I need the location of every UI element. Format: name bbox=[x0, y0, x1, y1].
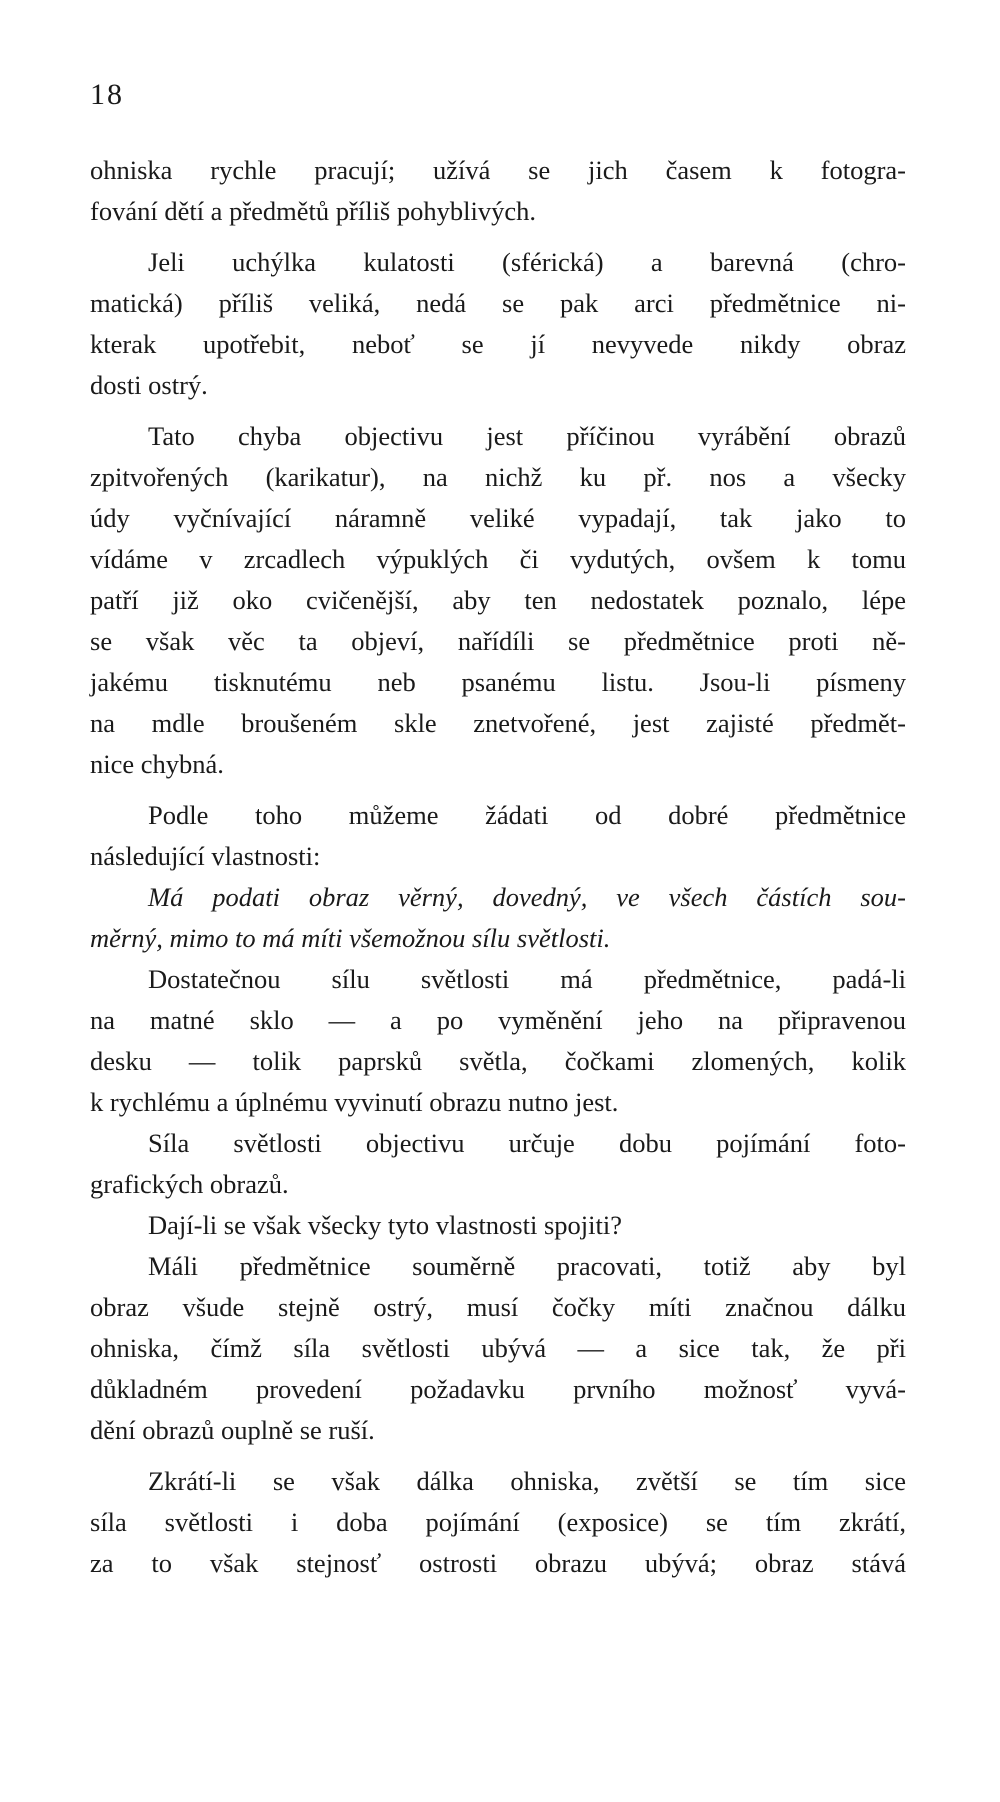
text-line: Tato chyba objectivu jest příčinou vyrábění obrazů bbox=[148, 421, 906, 451]
text-line: dosti ostrý. bbox=[90, 370, 208, 400]
text-line: následující vlastnosti: bbox=[90, 841, 321, 871]
text-line-italic: měrný, mimo to má míti všemožnou sílu světlosti. bbox=[90, 923, 611, 953]
text-line: Síla světlosti objectivu určuje dobu pojímání foto- bbox=[148, 1128, 906, 1158]
text-line: fování dětí a předmětů příliš pohyblivých. bbox=[90, 196, 536, 226]
text-line: Máli předmětnice souměrně pracovati, totiž aby byl bbox=[148, 1251, 906, 1281]
text-line: na mdle broušeném skle znetvořené, jest zajisté předmět- bbox=[90, 708, 906, 738]
body-text bbox=[90, 150, 906, 1584]
text-line: vídáme v zrcadlech výpuklých či vydutých, ovšem k tomu bbox=[90, 544, 906, 574]
text-line: síla světlosti i doba pojímání (exposice) se tím zkrátí, bbox=[90, 1507, 906, 1537]
text-line: obraz všude stejně ostrý, musí čočky míti značnou dálku bbox=[90, 1292, 906, 1322]
text-line: matická) příliš veliká, nedá se pak arci předmětnice ni- bbox=[90, 288, 906, 318]
text-line: důkladném provedení požadavku prvního možnosť vyvá- bbox=[90, 1374, 906, 1404]
text-line: k rychlému a úplnému vyvinutí obrazu nutno jest. bbox=[90, 1087, 619, 1117]
text-line: údy vyčnívající náramně veliké vypadají, tak jako to bbox=[90, 503, 906, 533]
text-line: grafických obrazů. bbox=[90, 1169, 289, 1199]
text-line: Podle toho můžeme žádati od dobré předmětnice bbox=[148, 800, 906, 830]
text-line: nice chybná. bbox=[90, 749, 224, 779]
text-line: zpitvořených (karikatur), na nichž ku př. nos a všecky bbox=[90, 462, 906, 492]
text-line: ohniska, čímž síla světlosti ubývá — a sice tak, že při bbox=[90, 1333, 906, 1363]
text-line: jakému tisknutému neb psanému listu. Jsou-li písmeny bbox=[90, 667, 906, 697]
text-line: Dají-li se však všecky tyto vlastnosti spojiti? bbox=[148, 1210, 622, 1240]
text-line: Dostatečnou sílu světlosti má předmětnice, padá-li bbox=[148, 964, 906, 994]
text-line: kterak upotřebit, neboť se jí nevyvede nikdy obraz bbox=[90, 329, 906, 359]
text-line: Zkrátí-li se však dálka ohniska, zvětší se tím sice bbox=[148, 1466, 906, 1496]
page-number: 18 bbox=[90, 78, 124, 111]
text-line: desku — tolik paprsků světla, čočkami zlomených, kolik bbox=[90, 1046, 906, 1076]
text-line: Jeli uchýlka kulatosti (sférická) a barevná (chro- bbox=[148, 247, 906, 277]
text-line: ohniska rychle pracují; užívá se jich časem k fotogra- bbox=[90, 155, 906, 185]
text-line-italic: Má podati obraz věrný, dovedný, ve všech částích sou- bbox=[148, 882, 906, 912]
text-line: patří již oko cvičenější, aby ten nedostatek poznalo, lépe bbox=[90, 585, 906, 615]
text-line: na matné sklo — a po vyměnění jeho na připravenou bbox=[90, 1005, 906, 1035]
text-line: za to však stejnosť ostrosti obrazu ubývá; obraz stává bbox=[90, 1548, 906, 1578]
text-line: dění obrazů ouplně se ruší. bbox=[90, 1415, 375, 1445]
text-line: se však věc ta objeví, nařídíli se předmětnice proti ně- bbox=[90, 626, 906, 656]
